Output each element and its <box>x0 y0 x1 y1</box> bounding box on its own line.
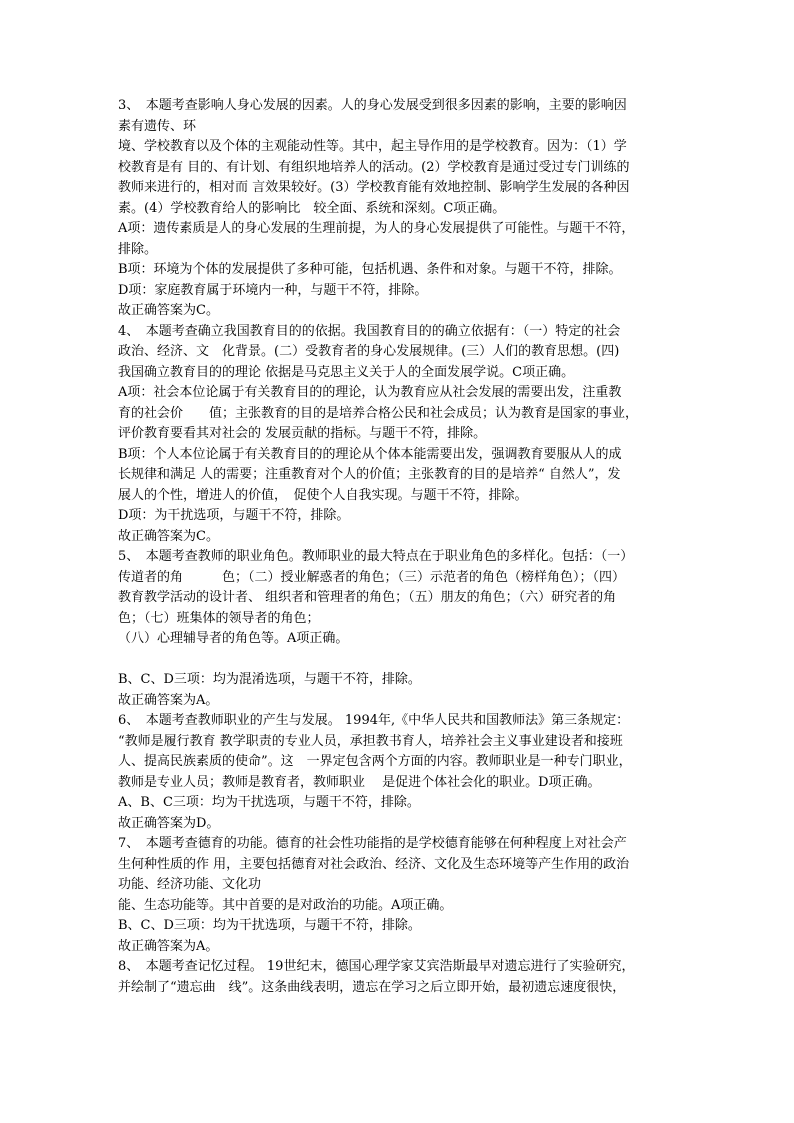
text-line: D项：为干扰选项，与题干不符，排除。 <box>118 508 350 523</box>
text-line: 我国确立教育目的的理论 依据是马克思主义关于人的全面发展学说。C项正确。 <box>118 364 575 380</box>
text-line: 素有遗传、环 <box>118 118 197 134</box>
answer-line: 故正确答案为C。 <box>118 528 219 544</box>
text-line: B项：个人本位论属于有关教育目的的理论从个体本能需要出发，强调教育要服从人的成 <box>118 446 622 462</box>
document-body <box>118 96 678 998</box>
text-line: 色；（七）班集体的领导者的角色； <box>118 610 320 626</box>
text-line: 6、 本题考查教师职业的产生与发展。 1994年,《中华人民共和国教师法》第三条规定： <box>118 713 630 728</box>
text-line: 境、学校教育以及个体的主观能动性等。其中，起主导作用的是学校教育。因为：（1）学 <box>118 139 627 154</box>
blank-line <box>118 650 678 671</box>
text-line: 政治、经济、文 化背景。(二）受教育者的身心发展规律。(三）人们的教育思想。(四) <box>118 344 620 359</box>
text-line: 4、 本题考查确立我国教育目的的依据。我国教育目的的确立依据有：（一）特定的社会 <box>118 323 621 339</box>
text-line: 展人的个性，增进人的价值， 促使个人自我实现。与题干不符，排除。 <box>118 487 528 503</box>
text-line: D项：家庭教育属于环境内一种，与题干不符，排除。 <box>118 282 428 298</box>
text-line: “教师是履行教育 教学职责的专业人员，承担教书育人，培养社会主义事业建设者和接班 <box>118 733 623 749</box>
answer-line: 故正确答案为A。 <box>118 692 219 708</box>
text-line: 教师来进行的，相对而 言效果较好。(3）学校教育能有效地控制、影响学生发展的各种因 <box>118 180 630 195</box>
text-line: 3、 本题考查影响人身心发展的因素。人的身心发展受到很多因素的影响，主要的影响因 <box>118 98 627 113</box>
text-line: 教师是专业人员；教师是教育者，教师职业 是促进个体社会化的职业。D项正确。 <box>118 774 601 790</box>
text-line: 7、 本题考查德育的功能。德育的社会性功能指的是学校德育能够在何种程度上对社会产 <box>118 836 627 851</box>
text-line: 8、 本题考查记忆过程。 19世纪末，德国心理学家艾宾浩斯最早对遗忘进行了实验研究， <box>118 959 635 974</box>
text-line: B、C、D三项：均为干扰选项，与题干不符，排除。 <box>118 918 421 933</box>
answer-line: 故正确答案为D。 <box>118 815 220 831</box>
text-line: 并绘制了“遗忘曲 线”。这条曲线表明，遗忘在学习之后立即开始，最初遗忘速度很快， <box>118 979 626 995</box>
answer-line: 故正确答案为A。 <box>118 938 219 954</box>
text-line: 长规律和满足 人的需要；注重教育对个人的价值；主张教育的目的是培养“ 自然人”，发 <box>118 467 621 482</box>
text-line: 校教育是有 目的、有计划、有组织地培养人的活动。(2）学校教育是通过受过专门训练的 <box>118 159 630 175</box>
text-line: 能、生态功能等。其中首要的是对政治的功能。A项正确。 <box>118 897 453 913</box>
text-line: 素。(4）学校教育给人的影响比 较全面、系统和深刻。C项正确。 <box>118 200 506 216</box>
text-line: 生何种性质的作 用，主要包括德育对社会政治、经济、文化及生态环境等产生作用的政治 <box>118 856 630 872</box>
text-line: 教育教学活动的设计者、 组织者和管理者的角色；（五）朋友的角色；（六）研究者的角 <box>118 590 617 605</box>
text-line: 育的社会价 值；主张教育的目的是培养合格公民和社会成员；认为教育是国家的事业， <box>118 405 639 421</box>
text-line: A、B、C三项：均为干扰选项，与题干不符，排除。 <box>118 795 420 810</box>
text-line: 人、提高民族素质的使命”。这 一界定包含两个方面的内容。教师职业是一种专门职业， <box>118 754 632 769</box>
text-line: 排除。 <box>118 241 158 257</box>
text-line: 功能、经济功能、文化功 <box>118 877 262 892</box>
text-line: A项：社会本位论属于有关教育目的的理论，认为教育应从社会发展的需要出发，注重教 <box>118 385 622 400</box>
text-line: （八）心理辅导者的角色等。A项正确。 <box>118 631 349 646</box>
text-line: A项：遗传素质是人的身心发展的生理前提，为人的身心发展提供了可能性。与题干不符， <box>118 221 635 236</box>
text-line: B项：环境为个体的发展提供了多种可能，包括机遇、条件和对象。与题干不符，排除。 <box>118 262 622 277</box>
text-line: 5、 本题考查教师的职业角色。教师职业的最大特点在于职业角色的多样化。包括：（一） <box>118 549 634 564</box>
text-line: 评价教育要看其对社会的 发展贡献的指标。与题干不符，排除。 <box>118 426 487 441</box>
text-line: 传道者的角 色；（二）授业解惑者的角色；（三）示范者的角色（榜样角色）；（四） <box>118 569 626 585</box>
answer-line: 故正确答案为C。 <box>118 303 219 318</box>
text-line: B、C、D三项：均为混淆选项，与题干不符，排除。 <box>118 672 421 687</box>
